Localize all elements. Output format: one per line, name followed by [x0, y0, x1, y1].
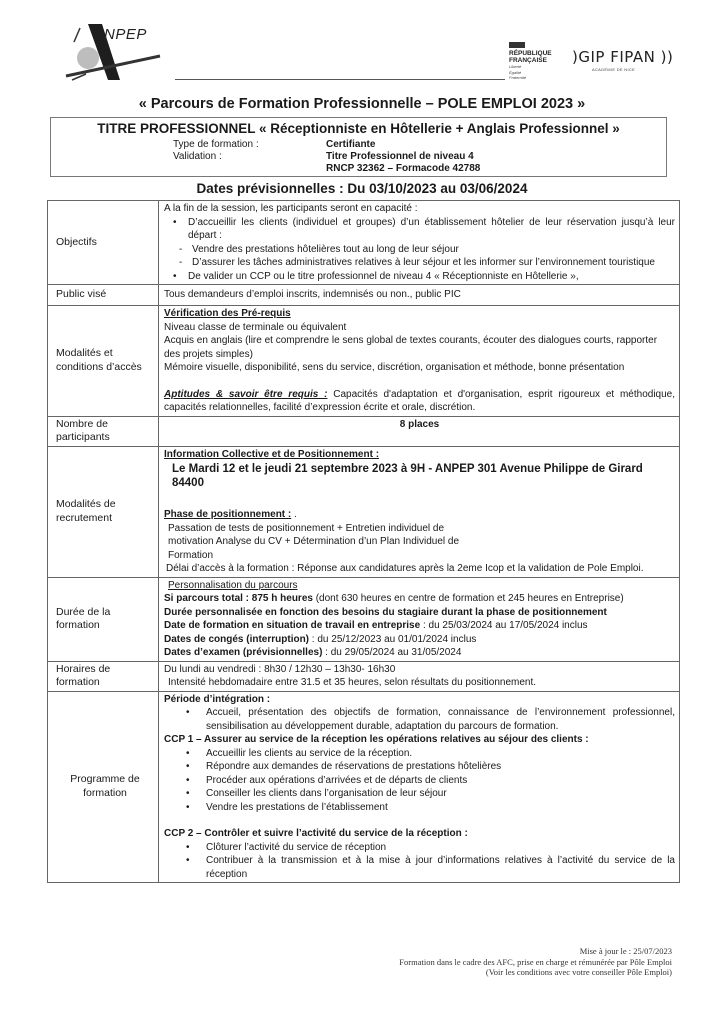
phase-line-3: Formation [168, 549, 214, 561]
cell-duree [159, 577, 680, 661]
label-duree: Durée de la formation [48, 577, 159, 661]
label-recrutement: Modalités de recrutement [48, 446, 159, 577]
objectif-administratif: - D’assurer les tâches administratives relatives à leur séjour et les informer sur l’environnement touristique [192, 256, 675, 270]
validation-label: Validation : [173, 151, 222, 162]
dates-examen-label: Dates d’examen (prévisionnelles) [164, 647, 323, 658]
info-collective-session: Le Mardi 12 et le jeudi 21 septembre 2023 à 9H - ANPEP 301 Avenue Philippe de Girard 84400 [172, 463, 643, 489]
parcours-total-label: Si parcours total : 875 h heures [164, 593, 313, 604]
formation-details-table [47, 200, 680, 883]
validation-value: Titre Professionnel de niveau 4 [326, 151, 474, 162]
date-entreprise-value: : du 25/03/2024 au 17/05/2024 inclus [420, 620, 588, 631]
aptitudes [164, 388, 675, 415]
row-duree [48, 577, 680, 661]
footer-updated: Mise à jour le : 25/07/2023 [579, 946, 672, 956]
cell-public: Tous demandeurs d’emploi inscrits, indemnisés ou non., public PIC [159, 285, 680, 306]
label-public: Public visé [48, 285, 159, 306]
ccp1-item: • Procéder aux opérations d’arrivées et de départs de clients [206, 774, 675, 788]
gip-fipan-name: )GIP FIPAN )) [572, 48, 674, 66]
phase-line-2: motivation Analyse du CV + Détermination d’un Plan Individuel de [168, 536, 460, 547]
anpep-logo [60, 22, 180, 84]
label-objectifs: Objectifs [48, 201, 159, 285]
delai-acces: Délai d’accès à la formation : Réponse aux candidatures après la 2eme Icop et la validation de Pole Emploi. [166, 563, 644, 574]
objectifs-intro: A la fin de la session, les participants seront en capacité : [164, 203, 418, 214]
type-value: Certifiante [326, 139, 376, 150]
date-entreprise [164, 619, 675, 633]
row-programme [48, 691, 680, 883]
phase-line-1: Passation de tests de positionnement + Entretien individuel de [168, 522, 445, 534]
prerequis-qualites: Mémoire visuelle, disponibilité, sens du service, discrétion, organisation et méthode, bonne présentation [164, 362, 625, 373]
motto-liberte: Liberté [509, 64, 522, 69]
rncp-row [173, 163, 480, 175]
parcours-total [164, 592, 675, 606]
dates-examen-value: : du 29/05/2024 au 31/05/2024 [322, 647, 462, 658]
ccp2-item: • Clôturer l’activité du service de réception [206, 841, 675, 855]
dates-conges-label: Dates de congés (interruption) [164, 633, 310, 645]
label-acces: Modalités et conditions d’accès [48, 306, 159, 417]
validation-row [173, 151, 474, 163]
phase-heading-line [164, 508, 675, 522]
cell-objectifs [159, 201, 680, 285]
anpep-logo-text: NPEP [104, 26, 147, 43]
label-participants: Nombre de participants [48, 416, 159, 446]
prerequis-niveau: Niveau classe de terminale ou équivalent [164, 321, 347, 333]
footer-conseiller: (Voir les conditions avec votre conseiller Pôle Emploi) [485, 967, 672, 977]
motto-egalite: Égalité [509, 69, 522, 75]
row-objectifs [48, 201, 680, 285]
dates-conges-value: : du 25/12/2023 au 01/01/2024 inclus [309, 633, 477, 645]
formation-header-box [50, 117, 667, 177]
republique-francaise-logo [509, 42, 559, 86]
integration-heading: Période d’intégration : [164, 693, 271, 705]
cell-recrutement [159, 446, 680, 577]
ccp1-item: • Vendre les prestations de l’établissement [206, 801, 675, 815]
label-programme: Programme de formation [48, 691, 159, 883]
date-entreprise-label: Date de formation en situation de travail en entreprise [164, 620, 421, 631]
cell-horaires [159, 661, 680, 691]
ccp2-item: • Contribuer à la transmission et à la mise à jour d’informations relatives à l’activité du service de la réception [206, 854, 675, 881]
type-label: Type de formation : [173, 139, 259, 150]
personnalisation-heading: Personnalisation du parcours [168, 579, 298, 591]
dates-conges [164, 633, 675, 647]
horaires-jours: Du lundi au vendredi : 8h30 / 12h30 – 13h30- 16h30 [164, 663, 396, 675]
republique-line-2: FRANÇAISE [509, 57, 547, 64]
phase-heading: Phase de positionnement : [164, 509, 292, 520]
header-divider [175, 79, 505, 80]
dates-previsionnelles: Dates prévisionnelles : Du 03/10/2023 au 03/06/2024 [196, 181, 528, 196]
objectif-vendre: - Vendre des prestations hôtelières tout au long de leur séjour [192, 243, 675, 257]
duree-personnalisee: Durée personnalisée en fonction des besoins du stagiaire durant la phase de positionnement [164, 606, 607, 618]
objectif-accueillir: • D’accueillir les clients (individuel et groupes) d’un établissement hôtelier de leur réservation jusqu’à leur départ : [188, 216, 675, 243]
footer-afc: Formation dans le cadre des AFC, prise en charge et rémunérée par Pôle Emploi [399, 956, 672, 967]
row-participants [48, 416, 680, 446]
aptitudes-text: Capacités d'adaptation et d'organisation, esprit rigoureux et méthodique, capacités relationnelles, facilité d’expression écrite et orale, discrétion. [164, 388, 676, 413]
aptitudes-label: Aptitudes & savoir être requis : [164, 388, 328, 400]
objectif-valider: • De valider un CCP ou le titre professionnel de niveau 4 « Réceptionniste en Hôtellerie », [188, 270, 675, 284]
document-title: « Parcours de Formation Professionnelle – POLE EMPLOI 2023 » [138, 96, 586, 112]
gip-fipan-subtitle: ACADÉMIE DE NICE [592, 67, 636, 72]
marianne-icon [509, 42, 525, 48]
ccp1-heading: CCP 1 – Assurer au service de la réception les opérations relatives au séjour des clients : [164, 734, 589, 745]
row-horaires [48, 661, 680, 691]
motto-fraternite: Fraternité [509, 75, 527, 80]
phase-suffix: . [291, 509, 297, 520]
participants-value: 8 places [159, 416, 680, 446]
integration-item: • Accueil, présentation des objectifs de formation, connaissance de l’environnement professionnel, sensibilisation au développement durable, adaptation du parcours de formation. [206, 706, 675, 733]
type-row [173, 139, 375, 151]
rncp-value: RNCP 32362 – Formacode 42788 [326, 163, 481, 174]
gip-fipan-logo [572, 48, 673, 72]
prerequis-heading: Vérification des Pré-requis [164, 308, 291, 319]
label-horaires: Horaires de formation [48, 661, 159, 691]
parcours-total-detail: (dont 630 heures en centre de formation et 245 heures en Entreprise) [312, 593, 624, 604]
info-collective-heading: Information Collective et de Positionnement : [164, 448, 380, 460]
cell-acces [159, 306, 680, 417]
cell-programme [159, 691, 680, 883]
row-public [48, 285, 680, 306]
ccp1-item: • Accueillir les clients au service de la réception. [206, 747, 675, 761]
prerequis-anglais: Acquis en anglais (lire et comprendre le sens global de textes courants, écouter des dialogues courts, rapporter des projets simples) [164, 335, 658, 360]
ccp1-item: • Répondre aux demandes de réservations de prestations hôtelières [206, 760, 675, 774]
row-acces [48, 306, 680, 417]
document-footer [399, 946, 672, 978]
dates-examen [164, 646, 675, 660]
republique-line-1: RÉPUBLIQUE [509, 50, 552, 57]
ccp1-item: • Conseiller les clients dans l’organisation de leur séjour [206, 787, 675, 801]
formation-title: TITRE PROFESSIONNEL « Réceptionniste en Hôtellerie + Anglais Professionnel » [97, 121, 620, 136]
horaires-intensite: Intensité hebdomadaire entre 31.5 et 35 heures, selon résultats du positionnement. [168, 677, 537, 688]
row-recrutement [48, 446, 680, 577]
ccp2-heading: CCP 2 – Contrôler et suivre l’activité du service de la réception : [164, 828, 468, 839]
